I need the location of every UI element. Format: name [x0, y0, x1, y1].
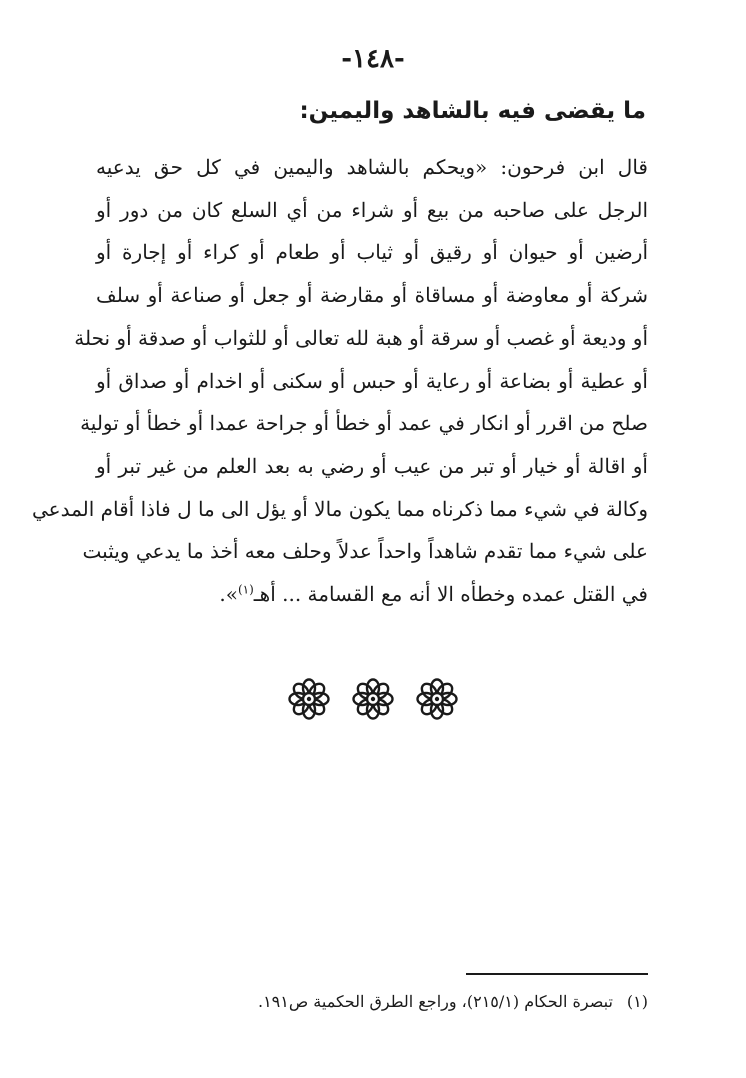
- body-line: شركة أو معاوضة أو مساقاة أو مقارضة أو جعل أو صناعة أو سلف: [96, 283, 648, 308]
- flower-rosette-icon: [416, 678, 458, 720]
- body-line: صلح من اقرر أو انكار في عمد أو خطأ أو جراحة عمدا أو خطأ أو تولية: [80, 411, 648, 436]
- flower-rosette-icon: [352, 678, 394, 720]
- body-line: أو اقالة أو خيار أو تبر من عيب أو رضي به بعد العلم من غير تبر أو: [96, 453, 648, 478]
- footnote-reference[interactable]: (١): [237, 582, 254, 597]
- body-line: على شيء مما تقدم شاهداً واحداً عدلاً وحلف معه أخذ ما يدعي ويثبت: [82, 539, 648, 564]
- section-heading: ما يقضى فيه بالشاهد واليمين:: [299, 98, 646, 124]
- closing-guillemet: ».: [219, 582, 238, 607]
- body-line: وكالة في شيء مما ذكرناه مما يكون مالا أو يؤل الى ما ل فاذا أقام المدعي: [31, 496, 648, 521]
- body-paragraph: [31, 146, 649, 616]
- page-number: -١٤٨-: [341, 44, 405, 74]
- footnote: [96, 992, 648, 1011]
- body-line: قال ابن فرحون: «ويحكم بالشاهد واليمين في كل حق يدعيه: [96, 155, 648, 179]
- ornament-divider: [0, 678, 746, 720]
- body-line: أو عطية أو بضاعة أو رعاية أو حبس أو سكنى أو اخدام أو صداق أو: [96, 368, 648, 393]
- body-line-text: في القتل عمده وخطأه الا أنه مع القسامة ... أهـ: [253, 582, 648, 607]
- body-line: أو وديعة أو غصب أو سرقة أو هبة لله تعالى أو للثواب أو صدقة أو نحلة: [74, 325, 648, 350]
- body-line-last: [96, 573, 648, 616]
- flower-rosette-icon: [288, 678, 330, 720]
- footnote-text: تبصرة الحكام (٢١٥/١)، وراجع الطرق الحكمية ص١٩١.: [257, 992, 613, 1011]
- footnote-marker: (١): [626, 992, 648, 1011]
- body-line: الرجل على صاحبه من بيع أو شراء من أي السلع كان من دور أو: [96, 197, 649, 222]
- body-line: أرضين أو حيوان أو رقيق أو ثياب أو طعام أو كراء أو إجارة أو: [96, 240, 649, 265]
- footnote-divider: [466, 973, 648, 975]
